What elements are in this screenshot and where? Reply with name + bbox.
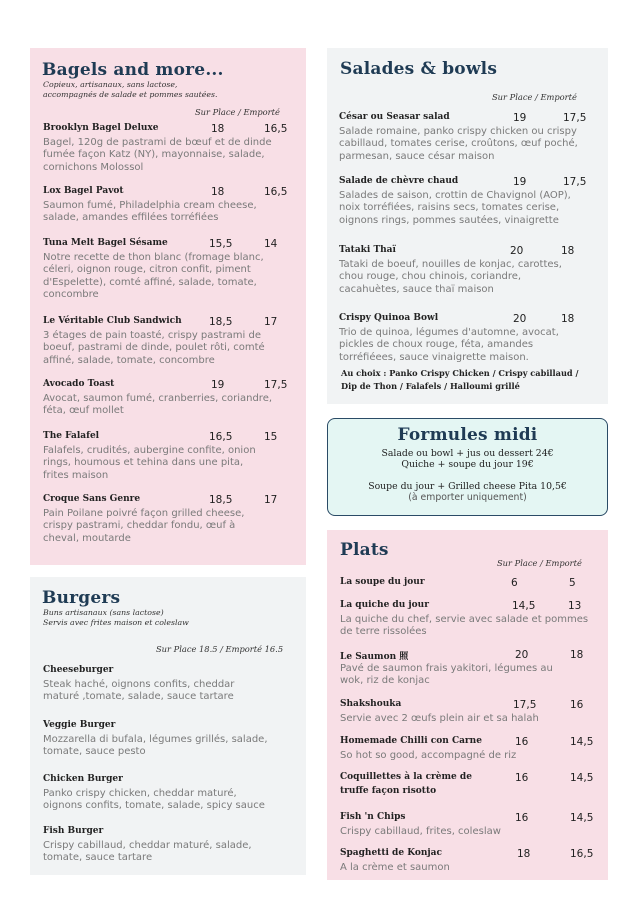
menu-item-lox (43, 186, 301, 225)
price-sur-place: 18,5 (209, 316, 233, 328)
price-emporte: 16 (570, 699, 584, 711)
item-description: So hot so good, accompagné de riz (340, 750, 517, 761)
menu-item-tuna-melt (43, 238, 301, 301)
item-description: Notre recette de thon blanc (fromage blanc, céleri, oignon rouge, citron confit, piment d'Espelette), comté affiné, salade, tomate, concombre (43, 252, 264, 300)
item-name: Avocado Toast (43, 379, 115, 389)
menu-item-soupe (340, 577, 606, 591)
bagels-intro-line: Copieux, artisanaux, sans lactose, (43, 80, 178, 89)
item-description: Crispy cabillaud, cheddar maturé, salade, tomate, sauce tartare (43, 840, 252, 864)
choice-line: Dip de Thon / Falafels / Halloumi grillé (341, 380, 520, 391)
price-sur-place: 15,5 (209, 238, 233, 250)
item-description: Falafels, crudités, aubergine confite, onion rings, houmous et tehina dans une pita, frites maison (43, 445, 256, 481)
bagels-section (30, 48, 306, 565)
item-name: Coquillettes à la crème de (340, 772, 472, 782)
item-description: 3 étages de pain toasté, crispy pastrami de boeuf, pastrami de dinde, poulet rôti, comté affiné, salade, tomate, concombre (43, 330, 265, 366)
burgers-section (30, 577, 306, 875)
price-emporte: 17 (264, 494, 278, 506)
formule-line: Quiche + soupe du jour 19€ (401, 459, 534, 470)
bagels-title: Bagels and more... (42, 60, 224, 80)
menu-item-quiche (340, 600, 606, 639)
price-emporte: 17,5 (264, 379, 288, 391)
price-sur-place: 18 (211, 123, 225, 135)
choice-line: Au choix : Panko Crispy Chicken / Crispy cabillaud / (341, 368, 579, 378)
item-name-continued: truffe façon risotto (340, 786, 437, 796)
item-name: Salade de chèvre chaud (339, 176, 459, 186)
menu-item-spaghetti-konjac (340, 848, 606, 874)
item-description: Salades de saison, crottin de Chavignol (AOP), noix torréfiées, raisins secs, tomates cerise, oignons rings, pommes sautées, vinaigrette (339, 190, 571, 226)
menu-item-falafel (43, 431, 301, 482)
price-sur-place: 19 (211, 379, 225, 391)
item-name: Spaghetti de Konjac (340, 848, 442, 858)
item-description: Mozzarella di bufala, légumes grillés, salade, tomate, sauce pesto (43, 734, 268, 758)
item-description: Pavé de saumon frais yakitori, légumes au wok, riz de konjac (340, 663, 553, 687)
salades-title: Salades & bowls (340, 59, 498, 79)
menu-item-shakshouka (340, 699, 606, 725)
price-emporte: 17 (264, 316, 278, 328)
burgers-intro-line: Servis avec frites maison et coleslaw (43, 618, 189, 627)
item-name: Brooklyn Bagel Deluxe (43, 123, 159, 133)
item-name: Crispy Quinoa Bowl (339, 313, 439, 323)
plats-title: Plats (340, 540, 389, 560)
item-description: Panko crispy chicken, cheddar maturé, oignons confits, tomate, salade, spicy sauce (43, 788, 265, 812)
menu-item-fish-burger (43, 826, 301, 865)
price-emporte: 18 (561, 313, 575, 325)
item-description: La quiche du chef, servie avec salade et pommes de terre rissolées (340, 614, 589, 638)
price-emporte: 18 (570, 649, 584, 661)
item-name: Homemade Chilli con Carne (340, 736, 482, 746)
price-emporte: 13 (568, 600, 582, 612)
item-description: Crispy cabillaud, frites, coleslaw (340, 826, 501, 837)
formule-line: Soupe du jour + Grilled cheese Pita 10,5€ (368, 481, 567, 492)
item-description: A la crème et saumon (340, 862, 450, 873)
formule-line: Salade ou bowl + jus ou dessert 24€ (381, 448, 554, 459)
price-sur-place: 16 (515, 736, 529, 748)
menu-item-chicken-burger (43, 774, 301, 813)
salades-section (327, 48, 608, 404)
price-sur-place: 16 (515, 772, 529, 784)
price-emporte: 17,5 (563, 176, 587, 188)
burgers-intro (43, 608, 189, 628)
item-description: Bagel, 120g de pastrami de bœuf et de dinde fumée façon Katz (NY), mayonnaise, salade, cornichons Molossol (43, 137, 272, 173)
price-sur-place: 20 (513, 313, 527, 325)
menu-item-brooklyn (43, 123, 301, 174)
plats-price-header: Sur Place / Emporté (497, 558, 582, 568)
price-sur-place: 16,5 (209, 431, 233, 443)
menu-item-coquillettes (340, 772, 606, 800)
item-name: Cheeseburger (43, 665, 114, 675)
price-emporte: 16,5 (264, 123, 288, 135)
formules-midi-box (327, 418, 608, 516)
item-name: Tataki Thaï (339, 245, 396, 255)
item-name: Chicken Burger (43, 774, 123, 784)
menu-item-club-sandwich (43, 316, 301, 367)
price-emporte: 14,5 (570, 812, 594, 824)
price-emporte: 5 (569, 577, 576, 589)
item-name: César ou Seasar salad (339, 112, 450, 122)
item-description: Salade romaine, panko crispy chicken ou crispy cabillaud, tomates cerise, croûtons, œuf poché, parmesan, sauce césar maison (339, 126, 578, 162)
menu-item-cheeseburger (43, 665, 301, 704)
price-sur-place: 18,5 (209, 494, 233, 506)
menu-item-chevre-chaud (339, 176, 605, 227)
menu-item-fish-chips (340, 812, 606, 838)
price-sur-place: 18 (211, 186, 225, 198)
item-name: Fish 'n Chips (340, 812, 406, 822)
bagels-intro-line: accompagnés de salade et pommes sautées. (43, 90, 218, 99)
item-name: Shakshouka (340, 699, 402, 709)
menu-item-quinoa-bowl (339, 313, 605, 364)
item-name: Tuna Melt Bagel Sésame (43, 238, 168, 248)
plats-section (327, 530, 608, 880)
menu-item-chilli (340, 736, 606, 762)
item-name: La soupe du jour (340, 577, 425, 587)
menu-item-tataki (339, 245, 605, 296)
price-sur-place: 20 (510, 245, 524, 257)
price-emporte: 14 (264, 238, 278, 250)
bagels-intro (43, 80, 217, 100)
burgers-intro-line: Buns artisanaux (sans lactose) (43, 608, 164, 617)
item-description: Tataki de boeuf, nouilles de konjac, carottes, chou rouge, chou chinois, coriandre, cacahuètes, sauce thaï maison (339, 259, 562, 295)
item-name: Croque Sans Genre (43, 494, 141, 504)
price-sur-place: 17,5 (513, 699, 537, 711)
menu-item-saumon (340, 649, 606, 688)
bagels-price-header: Sur Place / Emporté (195, 107, 280, 117)
price-sur-place: 19 (513, 176, 527, 188)
salades-price-header: Sur Place / Emporté (492, 92, 577, 102)
item-description: Servie avec 2 œufs plein air et sa halah (340, 713, 539, 724)
formules-title: Formules midi (397, 425, 538, 445)
price-emporte: 16,5 (570, 848, 594, 860)
item-name: La quiche du jour (340, 600, 429, 610)
formule-line: (à emporter uniquement) (408, 492, 527, 503)
price-emporte: 15 (264, 431, 278, 443)
item-name: Le Véritable Club Sandwich (43, 316, 182, 326)
item-name: Lox Bagel Pavot (43, 186, 124, 196)
protein-choice-note (341, 367, 578, 392)
item-description: Pain Poilane poivré façon grilled cheese, crispy pastrami, cheddar fondu, œuf à cheval, moutarde (43, 508, 245, 544)
price-emporte: 14,5 (570, 772, 594, 784)
item-description: Trio de quinoa, légumes d'automne, avocat, pickles de choux rouge, féta, amandes torréfiéees, sauce vinaigrette maison. (339, 327, 559, 363)
price-sur-place: 18 (517, 848, 531, 860)
item-description: Saumon fumé, Philadelphia cream cheese, salade, amandes effilées torréfiées (43, 200, 257, 224)
price-sur-place: 6 (511, 577, 518, 589)
price-sur-place: 19 (513, 112, 527, 124)
price-emporte: 14,5 (570, 736, 594, 748)
price-sur-place: 20 (515, 649, 529, 661)
price-emporte: 16,5 (264, 186, 288, 198)
menu-item-cesar (339, 112, 605, 163)
item-name: The Falafel (43, 431, 100, 441)
menu-item-veggie-burger (43, 720, 301, 759)
item-name: Fish Burger (43, 826, 104, 836)
item-name: Veggie Burger (43, 720, 116, 730)
price-emporte: 17,5 (563, 112, 587, 124)
menu-item-avocado-toast (43, 379, 301, 418)
item-description: Steak haché, oignons confits, cheddar maturé ,tomate, salade, sauce tartare (43, 679, 235, 703)
burgers-title: Burgers (42, 588, 121, 608)
burgers-price-header: Sur Place 18.5 / Emporté 16.5 (156, 644, 284, 654)
price-sur-place: 14,5 (512, 600, 536, 612)
item-name: Le Saumon 照 (340, 652, 409, 662)
price-emporte: 18 (561, 245, 575, 257)
price-sur-place: 16 (515, 812, 529, 824)
item-description: Avocat, saumon fumé, cranberries, coriandre, féta, œuf mollet (43, 393, 273, 417)
menu-item-croque (43, 494, 301, 545)
